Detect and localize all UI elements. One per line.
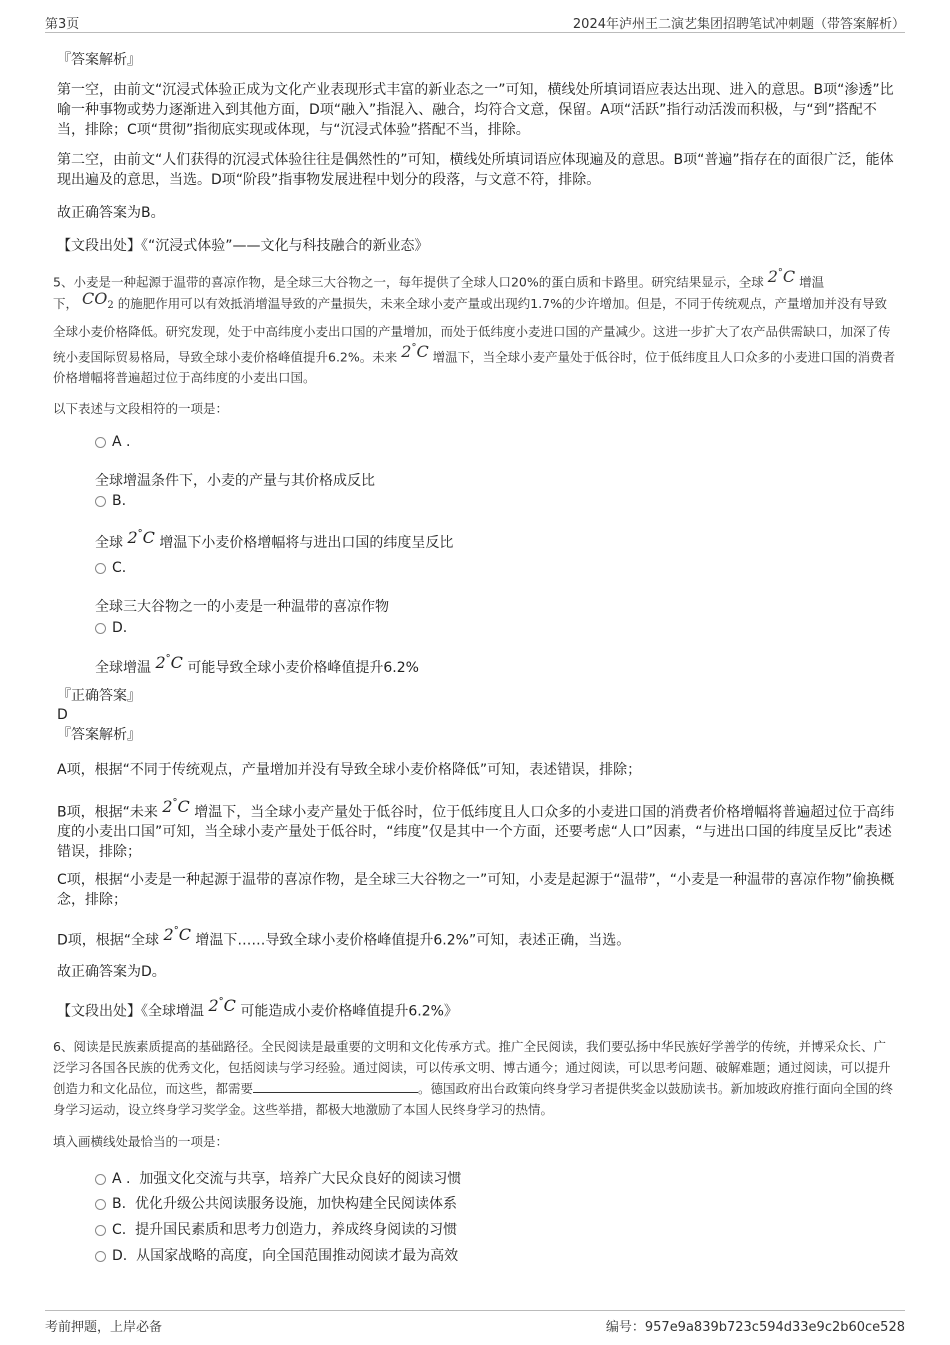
q5-conclusion: 故正确答案为D。 bbox=[57, 964, 166, 980]
q6-option-b[interactable]: B. 优化升级公共阅读服务设施，加快构建全民阅读体系 bbox=[95, 1193, 457, 1213]
q5-option-b-text: 全球 2°C 增温下小麦价格增幅将与进出口国的纬度呈反比 bbox=[95, 528, 454, 551]
q5-analysis-a: A项，根据“不同于传统观点，产量增加并没有导致全球小麦价格降低”可知，表述错误，排除； bbox=[57, 762, 642, 778]
radio-icon[interactable] bbox=[95, 496, 106, 507]
q4-analysis-label: 『答案解析』 bbox=[57, 52, 141, 68]
math-2c: 2°C bbox=[127, 528, 155, 547]
math-2c: 2°C bbox=[162, 797, 190, 817]
q5-answer: D bbox=[57, 707, 68, 723]
radio-icon[interactable] bbox=[95, 1225, 106, 1236]
q5-option-c[interactable]: C. bbox=[95, 560, 126, 576]
q6-prompt: 填入画横线处最恰当的一项是： bbox=[53, 1134, 229, 1149]
q5-prompt: 以下表述与文段相符的一项是： bbox=[53, 401, 229, 416]
q5-analysis-c: C项，根据“小麦是一种起源于温带的喜凉作物，是全球三大谷物之一”可知，小麦是起源于“温带”，“小麦是一种温带的喜凉作物”偷换概念，排除； bbox=[57, 872, 895, 908]
footer-code: 编号：957e9a839b723c594d33e9c2b60ce528 bbox=[605, 1320, 905, 1335]
q6-option-c[interactable]: C. 提升国民素质和思考力创造力，养成终身阅读的习惯 bbox=[95, 1219, 457, 1239]
page-number: 第3页 bbox=[45, 17, 80, 32]
math-2c: 2°C bbox=[767, 267, 796, 287]
q4-analysis-p2: 第二空，由前文“人们获得的沉浸式体验往往是偶然性的”可知，横线处所填词语应体现遍及的意思。B项“普遍”指存在的面很广泛，能体现出遍及的意思，当选。D项“阶段”指事物发展进程中划分的段落，与文意不符，排除。 bbox=[57, 152, 894, 188]
q5-option-d-text: 全球增温 2°C 可能导致全球小麦价格峰值提升6.2% bbox=[95, 653, 419, 676]
math-2c: 2°C bbox=[208, 996, 236, 1016]
answer-blank bbox=[253, 1080, 418, 1093]
q5-analysis-d: D项，根据“全球 2°C 增温下……导致全球小麦价格峰值提升6.2%”可知，表述正确，当选。 bbox=[57, 925, 631, 949]
radio-icon[interactable] bbox=[95, 563, 106, 574]
q5-option-c-text: 全球三大谷物之一的小麦是一种温带的喜凉作物 bbox=[95, 599, 389, 615]
radio-icon[interactable] bbox=[95, 623, 106, 634]
q5-analysis-b: B项，根据“未来 2°C 增温下，当全球小麦产量处于低谷时，位于低纬度且人口众多的小麦进口国的消费者价格增幅将普遍超过位于高纬度的小麦出口国”可知，当全球小麦产量处于低谷时，“纬度”仅是其中一个方面，还要考虑“人口”因素，“与进出口国的纬度呈反比”表述错误，排除； bbox=[57, 797, 895, 861]
q5-source: 【文段出处】《全球增温 2°C 可能造成小麦价格峰值提升6.2%》 bbox=[57, 996, 458, 1020]
q5-option-b[interactable]: B. bbox=[95, 493, 126, 509]
radio-icon[interactable] bbox=[95, 1199, 106, 1210]
q5-option-a[interactable]: A . bbox=[95, 434, 130, 450]
q4-conclusion: 故正确答案为B。 bbox=[57, 205, 165, 221]
q5-analysis-label: 『答案解析』 bbox=[57, 727, 141, 743]
math-co2: $CO_2$ bbox=[82, 289, 114, 312]
math-2c: 2°C bbox=[163, 925, 191, 945]
page-footer bbox=[45, 1310, 905, 1335]
q4-analysis-p1: 第一空，由前文“沉浸式体验正成为文化产业表现形式丰富的新业态之一”可知，横线处所填词语应表达出现、进入的意思。B项“渗透”比喻一种事物或势力逐渐进入到其他方面，D项“融入”指混入、融合，均符合文意，保留。A项“活跃”指行动活泼而积极，与“到”搭配不当，排除；C项“贯彻”指彻底实现或体现，与“沉浸式体验”搭配不当，排除。 bbox=[57, 82, 894, 138]
radio-icon[interactable] bbox=[95, 437, 106, 448]
q5-option-d[interactable]: D. bbox=[95, 620, 127, 636]
q5-answer-label: 『正确答案』 bbox=[57, 688, 141, 704]
document-title: 2024年泸州王二演艺集团招聘笔试冲刺题（带答案解析） bbox=[572, 17, 905, 32]
footer-slogan: 考前押题，上岸必备 bbox=[45, 1320, 163, 1335]
page-header bbox=[45, 10, 905, 33]
q5-option-a-text: 全球增温条件下，小麦的产量与其价格成反比 bbox=[95, 473, 375, 489]
q6-stem: 6、阅读是民族素质提高的基础路径。全民阅读是最重要的文明和文化传承方式。推广全民阅读，我们要弘扬中华民族好学善学的传统，并博采众长、广泛学习各国各民族的优秀文化，包括阅读与学习经验。通过阅读，可以传承文明、博古通今；通过阅读，可以思考问题、破解难题；通过阅读，可以提升创造力和文化品位，而这些，都需要 。德国政府出台政策向终身学习者提供奖金以鼓励读书。新加坡政府推行面向全国的终身学习运动，设立终身学习奖学金。这些举措，都极大地激励了本国人民终身学习的热情。 bbox=[53, 1039, 894, 1117]
radio-icon[interactable] bbox=[95, 1251, 106, 1262]
math-2c: 2°C bbox=[155, 653, 183, 672]
q6-option-a[interactable]: A . 加强文化交流与共享，培养广大民众良好的阅读习惯 bbox=[95, 1168, 461, 1188]
q4-source: 【文段出处】《“沉浸式体验”——文化与科技融合的新业态》 bbox=[57, 238, 429, 254]
radio-icon[interactable] bbox=[95, 1174, 106, 1185]
q6-option-d[interactable]: D. 从国家战略的高度，向全国范围推动阅读才最为高效 bbox=[95, 1245, 458, 1265]
q5-stem: 5、小麦是一种起源于温带的喜凉作物，是全球三大谷物之一，每年提供了全球人口20%的蛋白质和卡路里。研究结果显示，全球 2°C 增温 下， $CO_2$ 的施肥作用可以有效抵消增温导致的产量损失，未来全球小麦产量或出现约1.7%的少许增加。但是，不同于传统观点，产量增加并没有导致全球小麦价格降低。研究发现，处于中高纬度小麦出口国的产量增加，而处于低纬度小麦进口国的产量减少。这进一步扩大了农产品供需缺口，加深了传统小麦国际贸易格局，导致全球小麦价格峰值提升6.2%。未来 2°C 增温下，当全球小麦产量处于低谷时，位于低纬度且人口众多的小麦进口国的消费者价格增幅将普遍超过位于高纬度的小麦出口国。 bbox=[53, 267, 896, 385]
math-2c: 2°C bbox=[401, 341, 429, 361]
